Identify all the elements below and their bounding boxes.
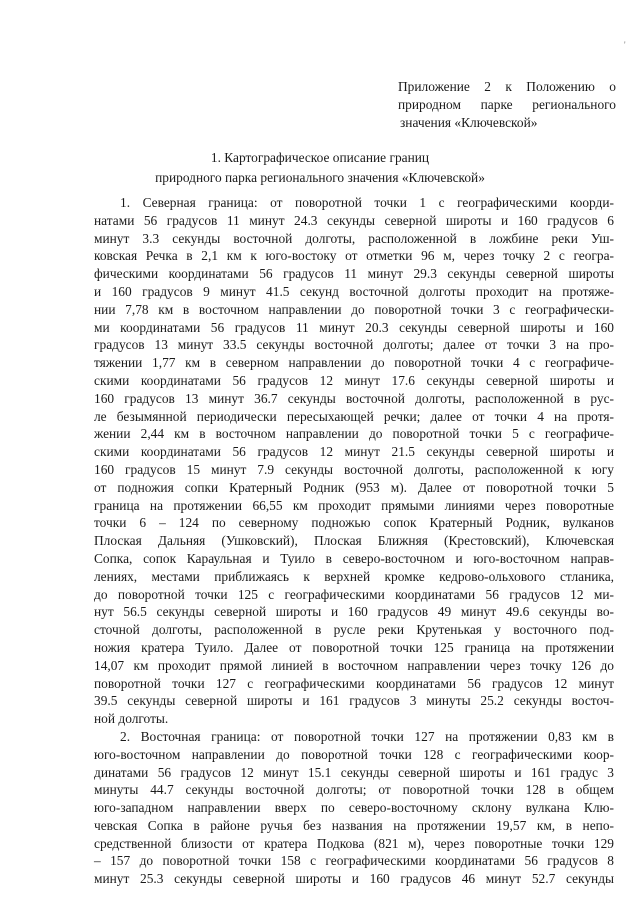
text-line: 39.5 секунды северной широты и 161 градусов 3 минуты 25.2 секунды восточ- [94, 693, 614, 709]
text-line: поворотной точки 127 с географическими координатами 56 градусов 12 минут [94, 675, 614, 691]
text-line: лениях, местами приближаясь к верхней кромке кедрово-ольхового стланика, [94, 568, 614, 584]
text-line: граница на протяжении 66,55 км проходит прямыми линиями через поворотные [94, 497, 614, 513]
text-line: юго-западном направлении вверх по северо-восточному склону вулкана Клю- [94, 800, 614, 816]
text-line: минут 3.3 секунды восточной долготы, расположенной в ложбине реки Уш- [94, 230, 614, 246]
text-line: 160 градусов 15 минут 7.9 секунды восточной долготы, расположенной к югу [94, 461, 614, 477]
text-line: средственной близости от кратера Подкова (821 м), через поворотные точки 129 [94, 835, 614, 851]
text-line: фическими координатами 56 градусов 11 минут 29.3 секунды северной широты [94, 266, 614, 282]
text-line: ной долготы. [94, 711, 169, 727]
text-line: ножия кратера Туило. Далее от поворотной точки 125 граница на протяжении [94, 639, 614, 655]
appendix-note [398, 78, 616, 131]
text-line: нии 7,78 км в восточном направлении до поворотной точки 3 с географически- [94, 301, 614, 317]
text-line: Сопка, сопок Караульная и Туило в северо-восточном и юго-восточном направ- [94, 550, 614, 566]
text-line: от подножия сопки Кратерный Родник (953 м). Далее от поворотной точки 5 [94, 479, 614, 495]
paragraph-eastern-boundary [94, 728, 614, 888]
text-line: натами 56 градусов 11 минут 24.3 секунды северной широты и 160 градусов 6 [94, 212, 614, 228]
text-line: минуты 44.7 секунды восточной долготы; от поворотной точки 128 в общем [94, 782, 614, 798]
appendix-line: значения «Ключевской» [400, 114, 538, 130]
document-body [94, 194, 614, 888]
text-line: жении 2,44 км в восточном направлении до поворотной точки 5 с географиче- [94, 426, 614, 442]
text-line: скими координатами 56 градусов 12 минут 21.5 секунды северной широты и [94, 444, 614, 460]
appendix-line: природном парке регионального [398, 96, 616, 112]
text-line: до поворотной точки 125 с географическими координатами 56 градусов 12 ми- [94, 586, 614, 602]
text-line: ми координатами 56 градусов 11 минут 20.3 секунды северной широты и 160 [94, 319, 614, 335]
text-line: минут 25.3 секунды северной широты и 160 градусов 46 минут 52.7 секунды [94, 871, 614, 887]
text-line: Плоская Дальняя (Ушковский), Плоская Ближняя (Крестовский), Ключевская [94, 533, 614, 549]
text-line: динатами 56 градусов 12 минут 15.1 секунды северной широты и 161 градус 3 [94, 764, 614, 780]
text-line: сточной долготы, расположенной в русле реки Крутенькая у восточного под- [94, 622, 614, 638]
text-line: чевская Сопка в районе ручья без названия на протяжении 19,57 км, в непо- [94, 817, 614, 833]
text-line: 1. Северная граница: от поворотной точки 1 с географическими коорди- [120, 195, 614, 210]
text-line: 2. Восточная граница: от поворотной точки 127 на протяжении 0,83 км в [120, 728, 614, 744]
corner-mark: ' [624, 40, 626, 50]
title-line: 1. Картографическое описание границ [210, 150, 430, 165]
paragraph-northern-boundary [94, 194, 614, 728]
text-line: 160 градусов 13 минут 36.7 секунды восточной долготы, расположенной в рус- [94, 390, 614, 406]
text-line: нут 56.5 секунды северной широты и 160 градусов 49 минут 49.6 секунды во- [94, 604, 614, 620]
text-line: – 157 до поворотной точки 158 с географическими координатами 56 градусов 8 [94, 853, 614, 869]
text-line: 14,07 км проходит прямой линией в восточном направлении через точку 126 до [94, 657, 614, 673]
text-line: точки 6 – 124 по северному подножью сопок Кратерный Родник, вулканов [94, 515, 614, 531]
text-line: юго-восточном направлении до поворотной точки 128 с географическими коор- [94, 746, 614, 762]
appendix-line: Приложение 2 к Положению о [398, 79, 616, 94]
text-line: тяжении 1,77 км в северном направлении до поворотной точки 4 с географиче- [94, 355, 614, 371]
text-line: скими координатами 56 градусов 12 минут 17.6 секунды северной широты и [94, 372, 614, 388]
title-line: природного парка регионального значения «Ключевской» [155, 170, 485, 185]
text-line: ле безымянной периодически пересыхающей речки; далее от точки 4 на протя- [94, 408, 614, 424]
text-line: ковская Речка в 2,1 км к юго-востоку от отметки 96 м, через точку 2 с геогра- [94, 248, 614, 264]
text-line: градусов 13 минут 33.5 секунды восточной долготы; далее от точки 3 на про- [94, 337, 614, 353]
section-title [92, 148, 548, 188]
text-line: и 160 градусов 9 минут 41.5 секунд восточной долготы проходит на протяже- [94, 283, 614, 299]
